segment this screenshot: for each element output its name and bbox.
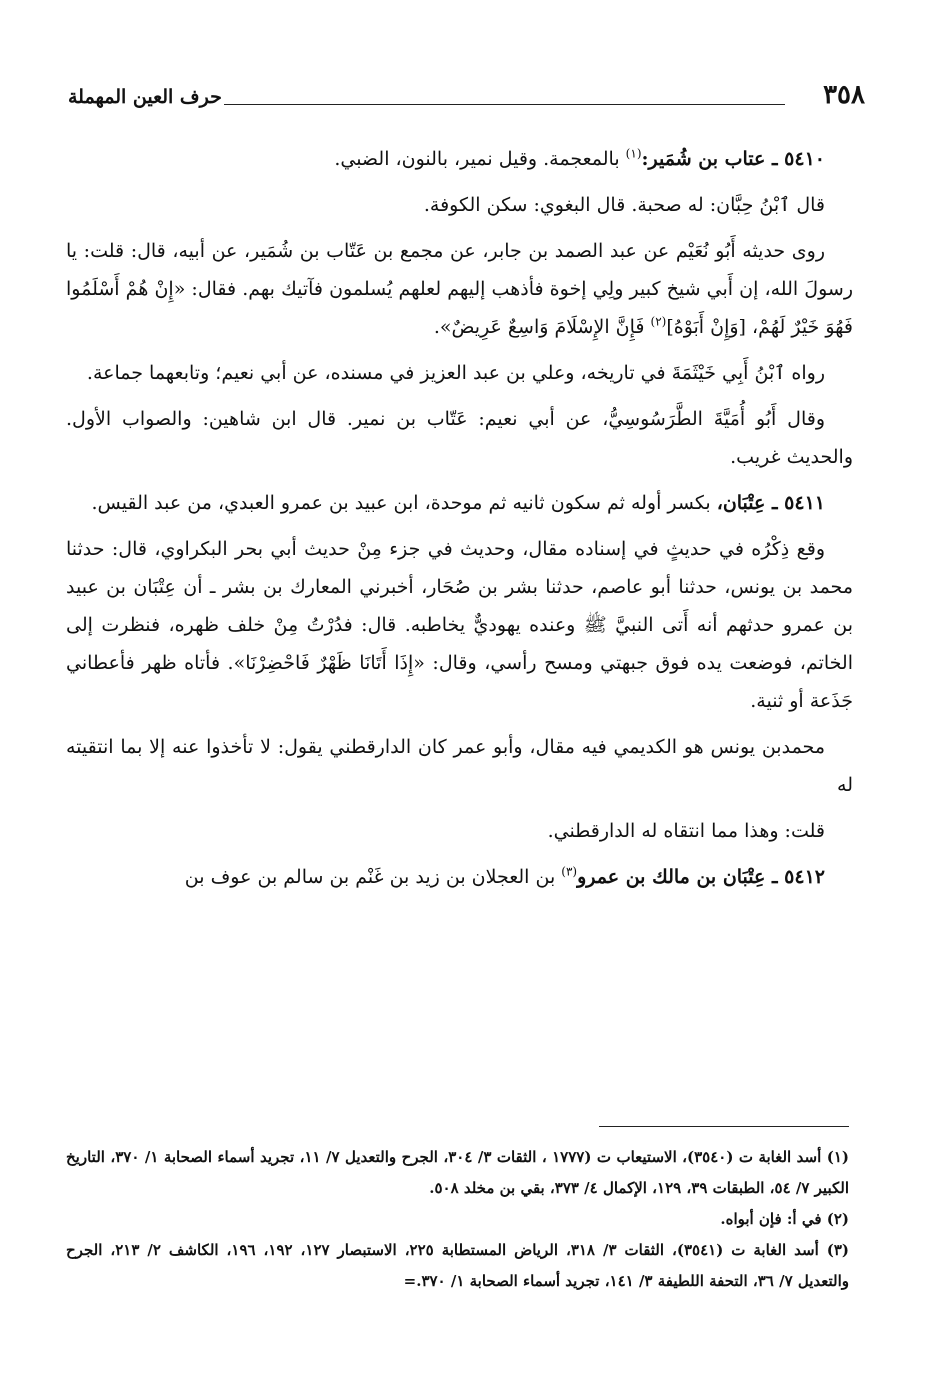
- page-number: ٣٥٨: [823, 80, 865, 110]
- paragraph: قلت: وهذا مما انتقاه له الدارقطني.: [547, 820, 825, 842]
- footnotes: [66, 1142, 849, 1297]
- paragraph: وقع ذِكْرُه في حديثٍ في إسناده مقال، وحديث في جزء مِنْ حديث أبي بحر البكراوي، قال: حدثنا محمد بن يونس، حدثنا أبو عاصم، حدثنا بشر بن صُحَار، أخبرني المعارك بن بشر ـ أن عِتْبَان بن عبيد بن عمرو حدثهم أنه أَتى النبيَّ ﷺ وعنده يهوديٌّ يخاطبه. قال: فدُرْتُ مِنْ خلف ظهره، فنظرت إلى الخاتم، فوضعت يده فوق جبهتي ومسح رأسي، وقال: «إِذَا أَتَانَا ظَهْرٌ فَاحْضِرْنَا». فأتاه ظهر فأعطاني جَذَعة أو ثنية.: [66, 538, 853, 712]
- paragraph: محمدبن يونس هو الكديمي فيه مقال، وأبو عمر كان الدارقطني يقول: لا تأخذوا عنه إلا بما انتقيته له: [66, 736, 853, 796]
- footnote-reference: (٢): [650, 314, 667, 329]
- entry-5410: [66, 140, 853, 178]
- footnote-reference: (٣): [561, 864, 578, 879]
- main-text: [66, 140, 853, 904]
- paragraph-text: روى حديثه أَبُو نُعَيْم عن عبد الصمد بن جابر، عن مجمع بن عَتّاب بن شُمَير، عن أبيه، قال: قلت: يا رسولَ الله، إن أَبي شيخ كبير ولِي إخوة فأذهب إليهم لعلهم يُسلمون فآتيك بهم. فقال: «إِنْ هُمْ أَسْلَمُوا فَهُوَ خَيْرٌ لَهُمْ، [وَإِنْ أَبَوْهُ]: [66, 240, 853, 338]
- paragraph: [66, 232, 853, 346]
- entry-text: بن العجلان بن زيد بن غَنْم بن سالم بن عوف بن: [184, 866, 562, 888]
- header-rule: [224, 104, 785, 105]
- page-header: [68, 80, 865, 116]
- footnote-1: (١) أسد الغابة ت (٣٥٤٠)، الاستيعاب ت (١٧٧٧ ، الثقات ٣/ ٣٠٤، الجرح والتعديل ٧/ ١١، تجريد أسماء الصحابة ١/ ٣٧٠، التاريخ الكبير ٧/ ٥٤، الطبقات ٣٩، ١٢٩، الإكمال ٤/ ٣٧٣، بقي بن مخلد ٥٠٨.: [66, 1148, 849, 1197]
- footnote-3: (٣) أسد الغابة ت (٣٥٤١)، الثقات ٣/ ٣١٨، الرياض المستطابة ٢٢٥، الاستبصار ١٢٧، ١٩٢، ١٩٦، الكاشف ٢/ ٢١٣، الجرح والتعديل ٧/ ٣٦، التحفة اللطيفة ٣/ ١٤١، تجريد أسماء الصحابة ١/ ٣٧٠.=: [66, 1241, 849, 1290]
- paragraph: قال ٱبْنُ حِبَّان: له صحبة. قال البغوي: سكن الكوفة.: [423, 194, 825, 216]
- footnote-2: (٢) في أ: فإن أبواه.: [720, 1210, 849, 1228]
- entry-text: بكسر أوله ثم سكون ثانيه ثم موحدة، ابن عبيد بن عمرو العبدي، من عبد القيس.: [91, 492, 717, 514]
- entry-heading: ٥٤١٠ ـ عتاب بن شُمَير:: [641, 148, 825, 170]
- entry-5411: [66, 484, 853, 522]
- paragraph-text: فَإِنَّ الإِسْلَامَ وَاسِعٌ عَرِيضٌ».: [433, 316, 651, 338]
- entry-heading: ٥٤١١ ـ عِتْبَان،: [716, 492, 825, 514]
- footnote-reference: (١): [625, 146, 642, 161]
- entry-5412: [66, 858, 853, 896]
- paragraph: وقال أَبُو أُمَيَّةَ الطَّرَسُوسِيُّ، عن أبي نعيم: عَتّاب بن نمير. قال ابن شاهين: والصواب الأول. والحديث غريب.: [66, 408, 853, 468]
- entry-heading: ٥٤١٢ ـ عِتْبَان بن مالك بن عمرو: [577, 866, 825, 888]
- paragraph: رواه ٱبْنُ أَبِي خَيْثَمَةَ في تاريخه، وعلي بن عبد العزيز في مسنده، عن أبي نعيم؛ وتابعهما جماعة.: [86, 362, 825, 384]
- running-title: حرف العين المهملة: [68, 86, 222, 108]
- entry-text: بالمعجمة. وقيل نمير، بالنون، الضبي.: [334, 148, 626, 170]
- footnote-rule: [599, 1126, 849, 1127]
